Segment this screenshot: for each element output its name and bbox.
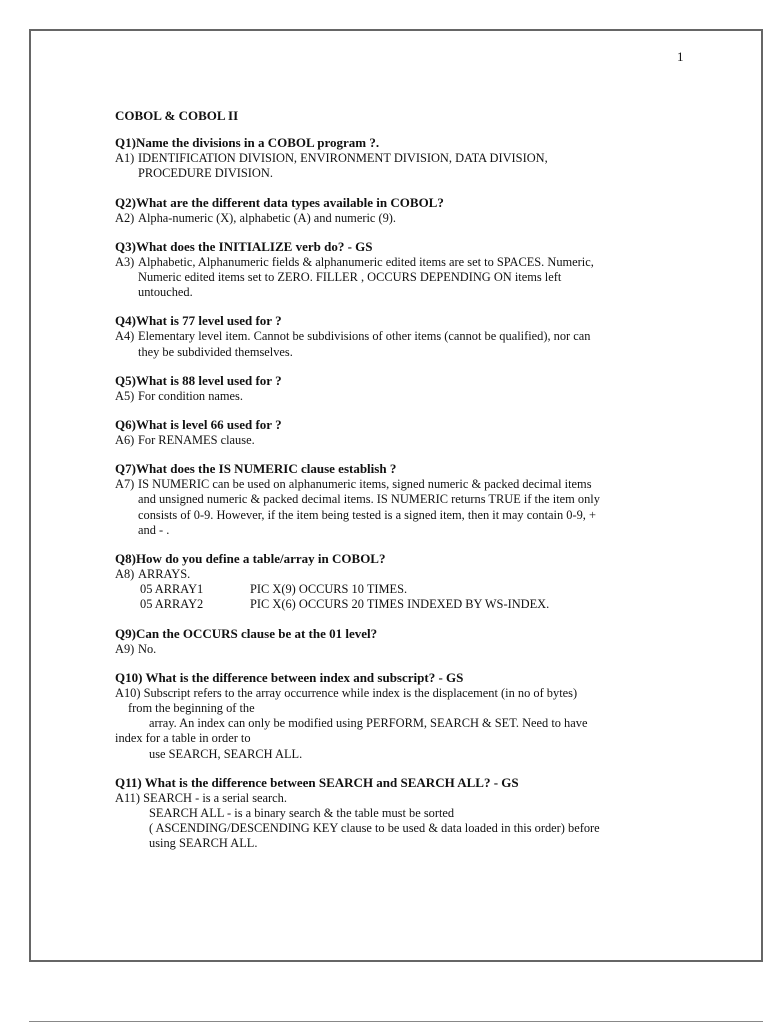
- qa-list: [115, 135, 675, 538]
- answer-text: [138, 329, 675, 359]
- answer-text: [138, 433, 675, 448]
- answer: [115, 211, 675, 226]
- question: Q3)What does the INITIALIZE verb do? - GS: [115, 238, 373, 254]
- answer-text: [138, 389, 675, 404]
- answer-line: and - .: [138, 522, 170, 537]
- answer-label: A8): [115, 567, 135, 582]
- answer-label: A4): [115, 329, 135, 344]
- next-page-edge: [29, 1021, 763, 1022]
- answer-label: A1): [115, 151, 135, 166]
- answer-line: they be subdivided themselves.: [138, 344, 293, 359]
- answer-text: index for a table in order to: [115, 731, 251, 746]
- answer-text: [138, 211, 675, 226]
- question: Q10) What is the difference between index and subscript? - GS: [115, 669, 464, 685]
- answer-label: A5): [115, 388, 135, 403]
- question: Q6)What is level 66 used for ?: [115, 417, 282, 433]
- answer: [115, 329, 675, 359]
- code-level-name: 05 ARRAY1: [140, 582, 204, 597]
- answer-line: Alphabetic, Alphanumeric fields & alphanumeric edited items are set to SPACES. Numeric,: [138, 254, 594, 269]
- answer-line: For RENAMES clause.: [138, 433, 255, 448]
- qa-item-6: [115, 417, 675, 448]
- answer-text: SEARCH ALL - is a binary search & the table must be sorted: [149, 806, 455, 821]
- answer-text: [138, 151, 675, 181]
- answer-label: A2): [115, 210, 135, 225]
- answer-line: PROCEDURE DIVISION.: [138, 166, 273, 181]
- qa-item-9: [115, 626, 675, 657]
- answer-line: Numeric edited items set to ZERO. FILLER , OCCURS DEPENDING ON items left: [138, 270, 562, 285]
- qa-item-5: [115, 373, 675, 404]
- answer-text: ARRAYS.: [138, 567, 191, 582]
- answer-text: use SEARCH, SEARCH ALL.: [149, 746, 303, 761]
- qa-item-11: [115, 775, 675, 852]
- document-page: [29, 29, 763, 962]
- answer-label: A9): [115, 641, 135, 656]
- question: Q9)Can the OCCURS clause be at the 01 level?: [115, 625, 378, 641]
- question: Q4)What is 77 level used for ?: [115, 313, 282, 329]
- answer-line: For condition names.: [138, 388, 243, 403]
- answer: [115, 791, 675, 852]
- answer: [115, 151, 675, 181]
- answer: [115, 686, 675, 762]
- code-clause: PIC X(9) OCCURS 10 TIMES.: [250, 582, 408, 597]
- code-clause: PIC X(6) OCCURS 20 TIMES INDEXED BY WS-INDEX.: [250, 597, 550, 612]
- answer-line: Alpha-numeric (X), alphabetic (A) and numeric (9).: [138, 210, 397, 225]
- question: Q8)How do you define a table/array in COBOL?: [115, 551, 386, 567]
- qa-item-1: [115, 135, 675, 181]
- qa-item-8: [115, 551, 675, 613]
- answer-line: IS NUMERIC can be used on alphanumeric items, signed numeric & packed decimal items: [138, 477, 592, 492]
- answer-text: No.: [138, 641, 157, 656]
- qa-item-10: [115, 670, 675, 762]
- question: Q5)What is 88 level used for ?: [115, 372, 282, 388]
- answer-line: consists of 0-9. However, if the item being tested is a signed item, then it may contain 0-9, +: [138, 507, 596, 522]
- answer-text: [138, 477, 675, 538]
- code-line: [115, 597, 675, 612]
- qa-item-7: [115, 461, 675, 538]
- page-number: 1: [677, 49, 684, 64]
- document-content: [115, 108, 675, 865]
- answer-text: SEARCH - is a serial search.: [140, 790, 287, 805]
- answer-label: A11): [115, 790, 141, 805]
- answer-text: Subscript refers to the array occurrence while index is the displacement (in no of bytes): [140, 685, 578, 700]
- code-line: [115, 582, 675, 597]
- answer-text: array. An index can only be modified using PERFORM, SEARCH & SET. Need to have: [149, 716, 588, 731]
- answer: [115, 433, 675, 448]
- answer-label: A3): [115, 254, 135, 269]
- answer-line: Elementary level item. Cannot be subdivisions of other items (cannot be qualified), nor can: [138, 329, 591, 344]
- qa-item-2: [115, 195, 675, 226]
- answer: [115, 477, 675, 538]
- answer: [115, 567, 675, 582]
- question: Q11) What is the difference between SEARCH and SEARCH ALL? - GS: [115, 774, 519, 790]
- answer-line: untouched.: [138, 285, 193, 300]
- answer-line: and unsigned numeric & packed decimal items. IS NUMERIC returns TRUE if the item only: [138, 492, 600, 507]
- answer-label: A10): [115, 685, 141, 700]
- answer-text: using SEARCH ALL.: [149, 836, 258, 851]
- answer: [115, 255, 675, 301]
- question: Q7)What does the IS NUMERIC clause establish ?: [115, 461, 397, 477]
- answer-label: A7): [115, 477, 135, 492]
- code-level-name: 05 ARRAY2: [140, 597, 204, 612]
- answer-text: ( ASCENDING/DESCENDING KEY clause to be used & data loaded in this order) before: [149, 821, 600, 836]
- answer: [115, 642, 675, 657]
- question: Q1)Name the divisions in a COBOL program ?.: [115, 135, 380, 151]
- qa-item-4: [115, 313, 675, 359]
- answer-text: from the beginning of the: [128, 701, 255, 716]
- qa-item-3: [115, 239, 675, 301]
- answer: [115, 389, 675, 404]
- answer-line: IDENTIFICATION DIVISION, ENVIRONMENT DIVISION, DATA DIVISION,: [138, 151, 548, 166]
- question: Q2)What are the different data types available in COBOL?: [115, 194, 444, 210]
- answer-text: [138, 255, 675, 301]
- answer-label: A6): [115, 433, 135, 448]
- document-title: COBOL & COBOL II: [115, 108, 239, 123]
